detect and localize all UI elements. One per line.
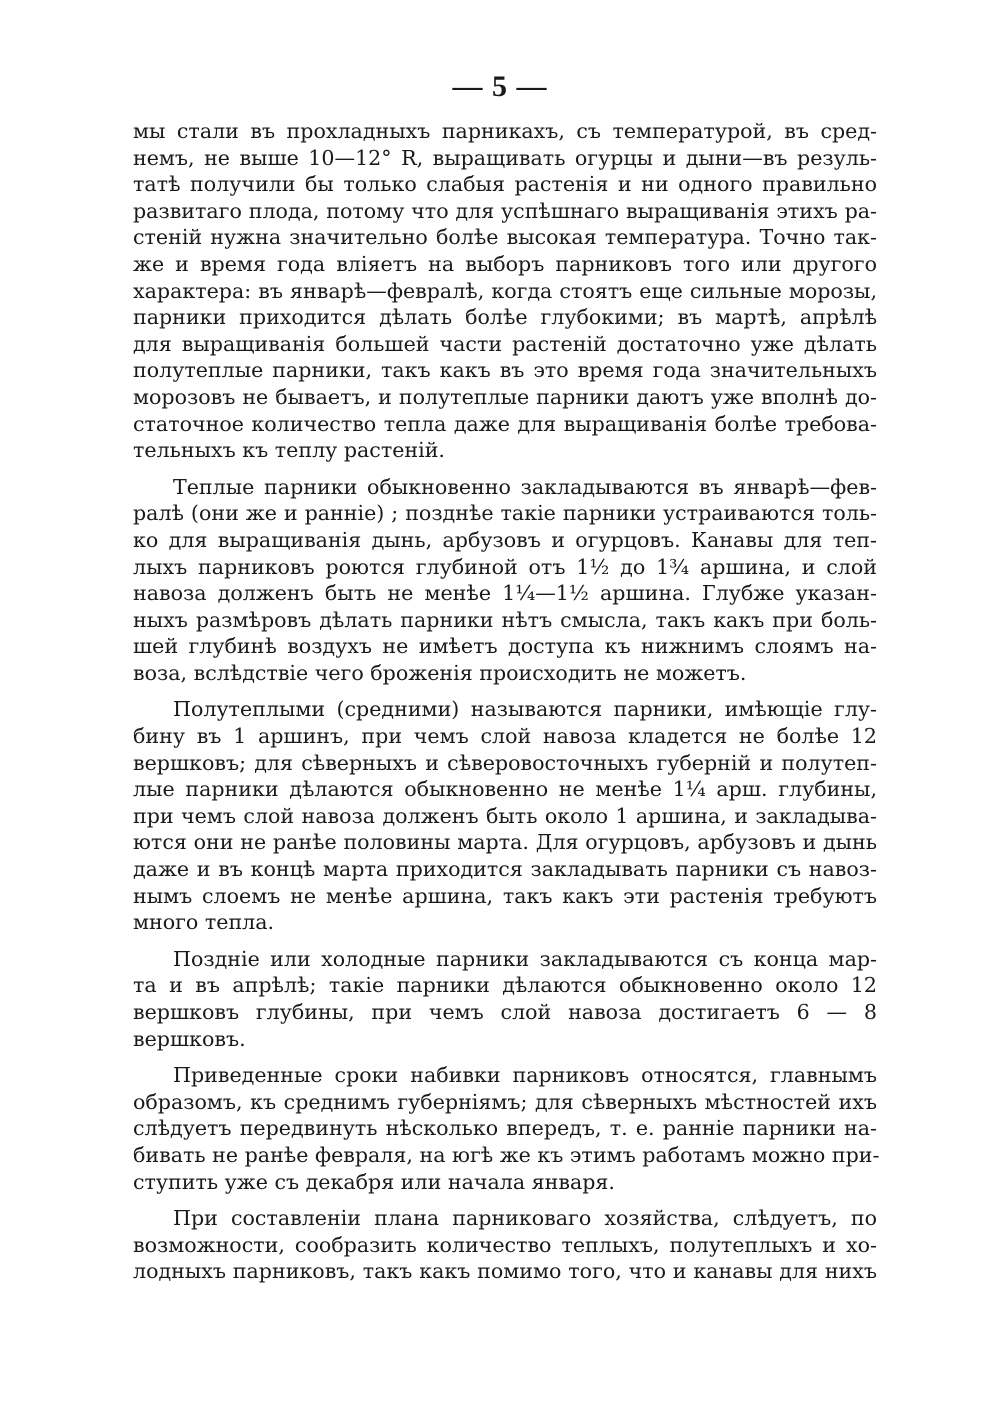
text-line: вершковъ; для сѣверныхъ и сѣверовосточныхъ губерній и полутеп-	[133, 750, 877, 775]
text-line: лые парники дѣлаются обыкновенно не менѣе 1¼ арш. глубины,	[133, 777, 877, 802]
text-line: вершковъ.	[133, 1026, 246, 1051]
paragraph	[133, 696, 877, 935]
text-line: тельныхъ къ теплу растеній.	[133, 438, 445, 463]
text-line: даже и въ концѣ марта приходится закладывать парники съ навоз-	[133, 857, 877, 882]
text-line: стеній нужна значительно болѣе высокая температура. Точно так-	[133, 225, 877, 250]
text-line: статочное количество тепла даже для выращиванія болѣе требова-	[133, 411, 877, 436]
text-line: полутеплые парники, такъ какъ въ это время года значительныхъ	[133, 358, 877, 383]
text-line: Поздніе или холодные парники закладываются съ конца мар-	[173, 946, 877, 971]
text-line: лыхъ парниковъ роются глубиной отъ 1½ до 1¾ аршина, и слой	[133, 554, 877, 579]
text-line: ко для выращиванія дынь, арбузовъ и огурцовъ. Канавы для теп-	[133, 527, 877, 552]
text-line: возможности, сообразить количество теплыхъ, полутеплыхъ и хо-	[133, 1232, 877, 1257]
text-line: морозовъ не бываетъ, и полутеплые парники даютъ уже вполнѣ до-	[133, 384, 877, 409]
text-line: нымъ слоемъ не менѣе аршина, такъ какъ эти растенія требуютъ	[133, 883, 877, 908]
text-line: характера: въ январѣ—февралѣ, когда стоятъ еще сильные морозы,	[133, 278, 877, 303]
text-line: бину въ 1 аршинъ, при чемъ слой навоза кладется не болѣе 12	[133, 724, 877, 749]
text-line: ступить уже съ декабря или начала января.	[133, 1169, 615, 1194]
text-line: лодныхъ парниковъ, такъ какъ помимо того, что и канавы для нихъ	[133, 1259, 877, 1284]
text-line: при чемъ слой навоза долженъ быть около 1 аршина, и закладыва-	[133, 803, 877, 828]
text-line: ралѣ (они же и ранніе) ; позднѣе такіе парники устраиваются толь-	[133, 501, 877, 526]
text-line: Приведенные сроки набивки парниковъ относятся, главнымъ	[173, 1063, 877, 1088]
text-line: татѣ получили бы только слабыя растенія и ни одного правильно	[133, 172, 877, 197]
text-line: воза, вслѣдствіе чего броженія происходить не можетъ.	[133, 660, 747, 685]
text-line: ются они не ранѣе половины марта. Для огурцовъ, арбузовъ и дынь	[133, 830, 877, 855]
text-line: Теплые парники обыкновенно закладываются въ январѣ—фев-	[173, 474, 877, 499]
text-line: много тепла.	[133, 910, 275, 935]
text-line: для выращиванія большей части растеній достаточно уже дѣлать	[133, 331, 877, 356]
text-line: же и время года вліяетъ на выборъ парниковъ того или другого	[133, 251, 877, 276]
text-line: навоза долженъ быть не менѣе 1¼—1½ аршина. Глубже указан-	[133, 581, 877, 606]
text-line: развитаго плода, потому что для успѣшнаго выращиванія этихъ ра-	[133, 198, 877, 223]
text-line: мы стали въ прохладныхъ парникахъ, съ температурой, въ сред-	[133, 119, 877, 143]
body-text	[133, 118, 880, 1295]
text-line: немъ, не выше 10—12° R, выращивать огурцы и дыни—въ резуль-	[133, 145, 877, 170]
text-line: бивать не ранѣе февраля, на югѣ же къ этимъ работамъ можно при-	[133, 1142, 880, 1167]
text-line: та и въ апрѣлѣ; такіе парники дѣлаются обыкновенно около 12	[133, 973, 877, 998]
paragraph	[133, 118, 877, 464]
text-line: парники приходится дѣлать болѣе глубокими; въ мартѣ, апрѣлѣ	[133, 305, 877, 330]
paragraph	[133, 1062, 880, 1195]
paragraph	[133, 1205, 877, 1285]
text-line: Полутеплыми (средними) называются парники, имѣющіе глу-	[173, 697, 877, 722]
paragraph	[133, 474, 877, 687]
text-line: образомъ, къ среднимъ губерніямъ; для сѣверныхъ мѣстностей ихъ	[133, 1089, 877, 1114]
text-line: вершковъ глубины, при чемъ слой навоза достигаетъ 6 — 8	[133, 1000, 877, 1024]
page-number: — 5 —	[452, 70, 548, 103]
text-line: При составленіи плана парниковаго хозяйства, слѣдуетъ, по	[173, 1206, 877, 1231]
text-line: слѣдуетъ передвинуть нѣсколько впередъ, т. е. ранніе парники на-	[133, 1116, 877, 1141]
text-line: ныхъ размѣровъ дѣлать парники нѣтъ смысла, такъ какъ при боль-	[133, 607, 877, 632]
text-line: шей глубинѣ воздухъ не имѣетъ доступа къ нижнимъ слоямъ на-	[133, 634, 877, 659]
paragraph	[133, 946, 877, 1052]
